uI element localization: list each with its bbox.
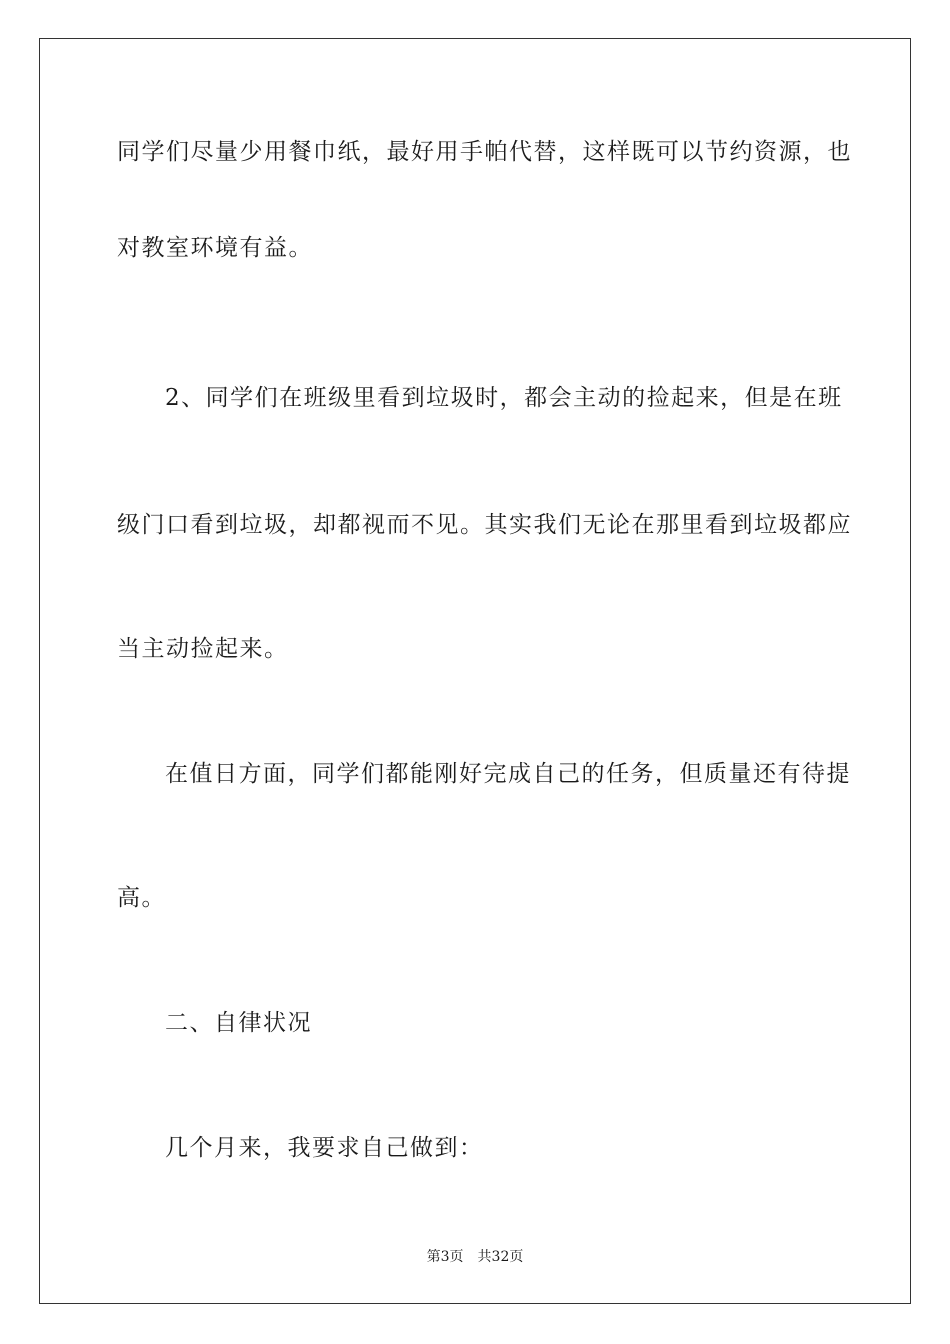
paragraph-line: 级门口看到垃圾，却都视而不见。其实我们无论在那里看到垃圾都应: [117, 512, 852, 538]
page-footer: [0, 1248, 950, 1266]
paragraph-line: 几个月来，我要求自己做到：: [165, 1135, 484, 1161]
page-number: 第3页: [426, 1249, 464, 1265]
paragraph-line: 同学们尽量少用餐巾纸，最好用手帕代替，这样既可以节约资源，也: [117, 139, 852, 165]
paragraph-line: 在值日方面，同学们都能刚好完成自己的任务，但质量还有待提: [165, 761, 851, 787]
paragraph-line: 2、同学们在班级里看到垃圾时，都会主动的捡起来，但是在班: [165, 385, 843, 411]
paragraph-line: 高。: [117, 885, 166, 911]
section-heading: 二、自律状况: [165, 1010, 312, 1036]
paragraph-line: 当主动捡起来。: [117, 636, 289, 662]
page-border: [39, 38, 911, 1304]
total-pages: 共32页: [477, 1249, 524, 1265]
paragraph-line: 对教室环境有益。: [117, 235, 313, 261]
